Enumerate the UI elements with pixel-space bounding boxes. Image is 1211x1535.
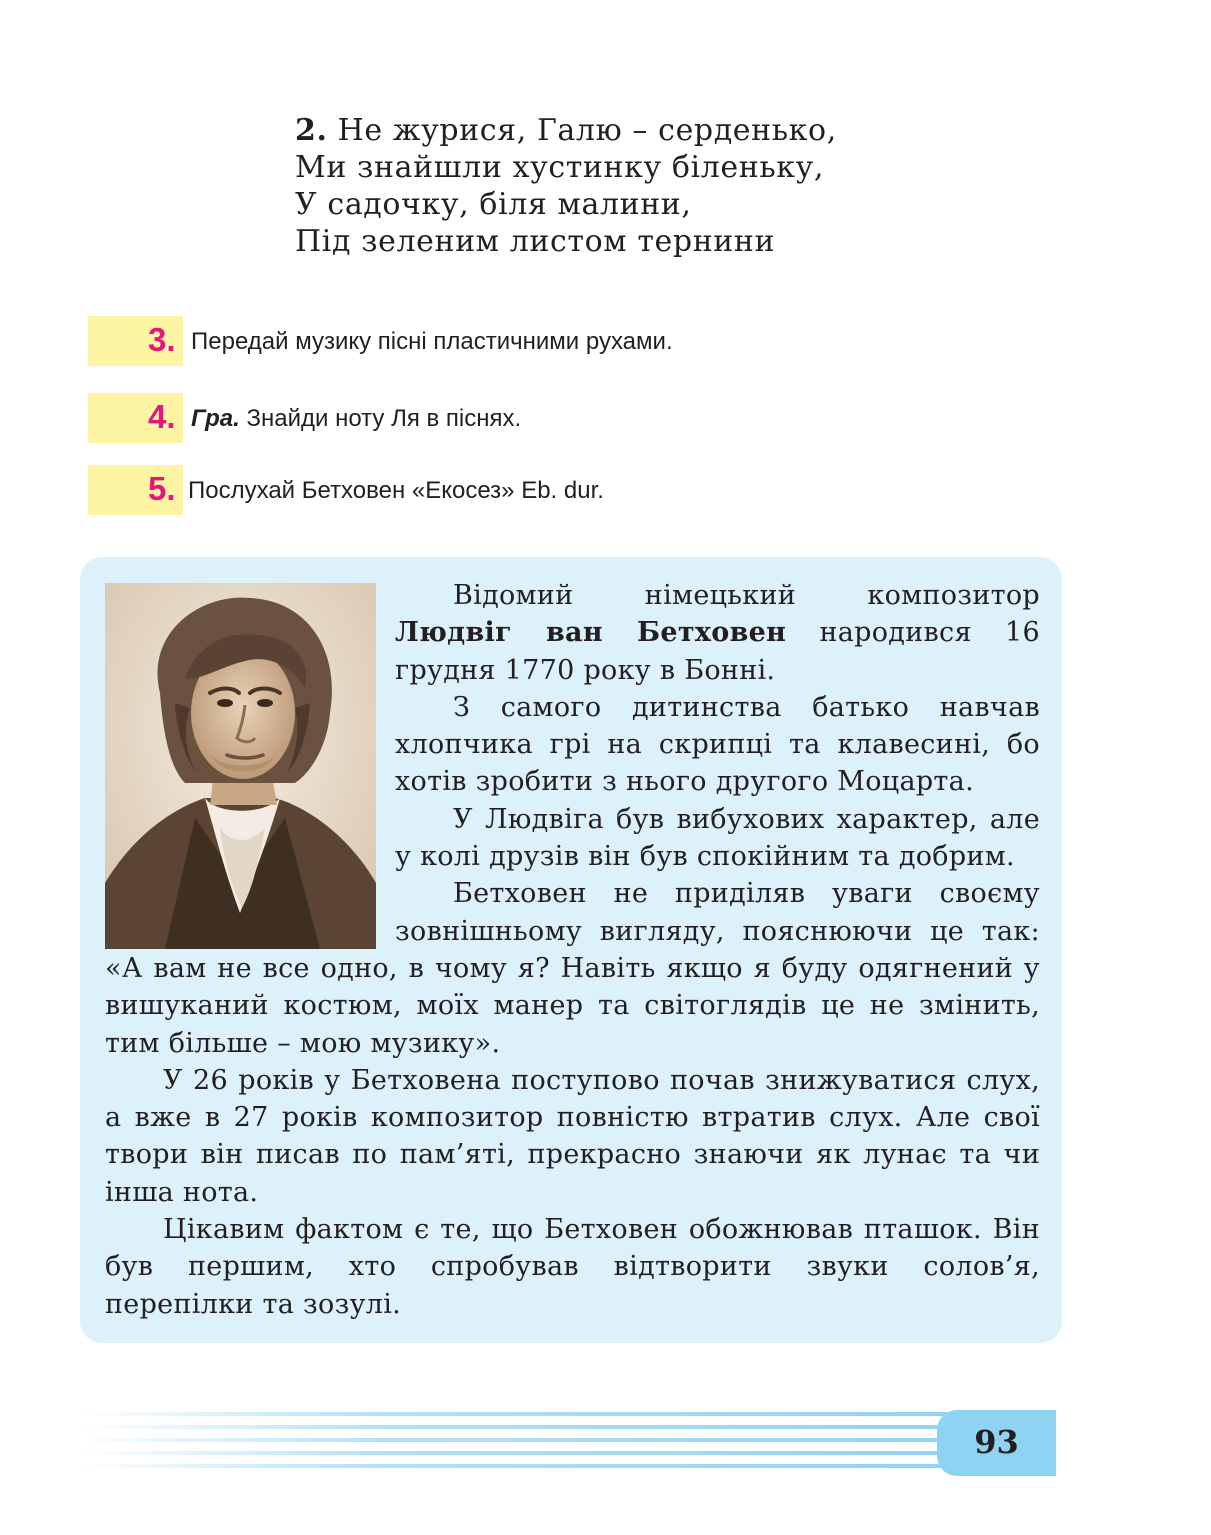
- verse-line-2: Ми знайшли хустинку біленьку,: [295, 150, 824, 185]
- task-emphasis: Гра.: [191, 405, 240, 432]
- task-5: [88, 465, 788, 515]
- bio-paragraph-5: У 26 років у Бетховена поступово почав знижуватися слух, а вже в 27 років композитор повністю втратив слух. Але свої твори він писав по пам’яті, прекрасно знаючи як лунає та чи інша нота.: [105, 1064, 1040, 1208]
- verse-line-3: У садочку, біля малини,: [295, 187, 692, 222]
- task-3: [88, 316, 788, 366]
- bio-paragraph-3: У Людвіга був вибухових характер, але у колі друзів він був спокійним та добрим.: [395, 803, 1040, 873]
- task-4: [88, 393, 788, 443]
- task-number: 3.: [148, 321, 176, 358]
- task-text: Передай музику пісні пластичними рухами.: [191, 328, 673, 355]
- bio-paragraph-4: Бетховен не приділяв уваги своєму зовнішньому вигляду, пояснюючи це так: «А вам не все одно, в чому я? Навіть якщо я буду одягнений у вишуканий костюм, моїх манер та світоглядів це не змінить, тим більше – мою музику».: [105, 878, 1040, 1059]
- task-number: 5.: [148, 470, 176, 507]
- verse-block: [295, 112, 995, 260]
- task-number: 4.: [148, 398, 176, 435]
- verse-number: 2.: [295, 113, 328, 148]
- footer-decorative-lines: [80, 1410, 960, 1476]
- bio-text: Відомий німецький композитор: [453, 580, 1040, 611]
- biography-text: [105, 577, 1040, 1323]
- bio-paragraph-6: Цікавим фактом є те, що Бетховен обожнював пташок. Він був першим, хто спробував відтворити звуки солов’я, перепілки та зозулі.: [105, 1214, 1040, 1320]
- verse-line-4: Під зеленим листом тернини: [295, 224, 776, 259]
- task-text: [191, 404, 521, 434]
- composer-name: Людвіг ван Бетховен: [395, 617, 787, 649]
- task-text-body: Знайди ноту Ля в піснях.: [246, 405, 522, 432]
- bio-text: народився 16 грудня 1770 року в Бонні.: [395, 617, 1040, 686]
- task-text: Послухай Бетховен «Екосез» Eb. dur.: [188, 477, 604, 504]
- verse-line-text: Не журися, Галю – серденько,: [337, 113, 837, 148]
- verse-line-1: [295, 112, 995, 149]
- portrait-spacer: [105, 577, 395, 949]
- page-number: 93: [974, 1423, 1019, 1461]
- bio-paragraph-2: З самого дитинства батько навчав хлопчика грі на скрипці та клавесині, бо хотів зробити з нього другого Моцарта.: [395, 691, 1040, 798]
